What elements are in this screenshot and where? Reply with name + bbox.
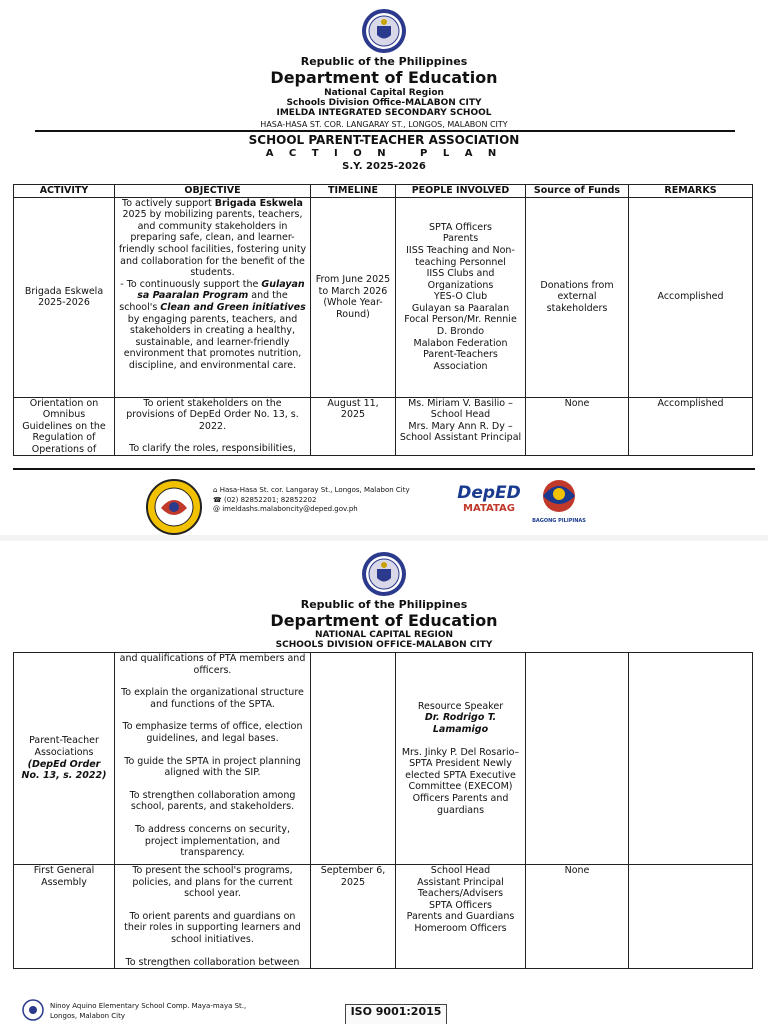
division-label: Schools Division Office-MALABON CITY: [286, 98, 482, 108]
footer-address-line2: Longos, Malabon City: [50, 1011, 125, 1020]
people-cell: School Head Assistant Principal Teachers/Advisers SPTA Officers Parents and Guardians Homeroom Officers: [396, 865, 526, 969]
header-objective: OBJECTIVE: [115, 185, 311, 198]
timeline-cell: August 11, 2025: [311, 397, 396, 455]
bagong-pilipinas-logo: BAGONG PILIPINAS: [528, 478, 590, 524]
deped-seal-icon: [361, 551, 407, 597]
republic-label: Republic of the Philippines: [300, 55, 468, 68]
timeline-cell: [311, 653, 396, 865]
table-row: [14, 397, 753, 455]
activity-cell: Orientation on Omnibus Guidelines on the Regulation of Operations of: [14, 397, 115, 455]
footer-address: Hasa-Hasa St. cor. Langaray St., Longos, Malabon City: [219, 486, 410, 494]
timeline-cell: September 6, 2025: [311, 865, 396, 969]
republic-label: Republic of the Philippines: [300, 598, 468, 611]
page-two: [0, 541, 768, 1024]
iso-badge: ISO 9001:2015: [345, 1004, 447, 1024]
division-label: SCHOOLS DIVISION OFFICE-MALABON CITY: [275, 640, 493, 650]
remarks-cell: [629, 865, 753, 969]
activity-cell: First General Assembly: [14, 865, 115, 969]
footer-contact: [50, 1002, 246, 1021]
email-icon: @: [213, 505, 220, 513]
header-remarks: REMARKS: [629, 185, 753, 198]
footer-email: imeldashs.malaboncity@deped.gov.ph: [222, 505, 358, 513]
table-row: [14, 197, 753, 397]
school-logo-icon: [145, 478, 203, 535]
funds-cell: None: [526, 397, 629, 455]
activity-cell: Brigada Eskwela 2025-2026: [14, 197, 115, 397]
bagong-pilipinas-icon: [539, 478, 579, 514]
header-funds: Source of Funds: [526, 185, 629, 198]
remarks-cell: [629, 653, 753, 865]
people-cell: SPTA Officers Parents IISS Teaching and Non-teaching Personnel IISS Clubs and Organizations YES-O Club Gulayan sa Paaralan Focal Person/Mr. Rennie D. Brondo Malabon Federation Parent-Teachers Association: [396, 197, 526, 397]
objective-cell: To orient stakeholders on the provisions of DepEd Order No. 13, s. 2022. To clarify the roles, responsibilities,: [115, 397, 311, 455]
people-cell: Resource Speaker Dr. Rodrigo T. Lamamigo Mrs. Jinky P. Del Rosario–SPTA President Newly elected SPTA Executive Committee (EXECOM) Officers Parents and guardians: [396, 653, 526, 865]
table-row: [14, 865, 753, 969]
deped-seal-icon: [361, 8, 407, 54]
objective-cell: and qualifications of PTA members and officers. To explain the organizational structure and functions of the SPTA. To emphasize terms of office, election guidelines, and legal bases. To guide the SPTA in project planning aligned with the SIP. To strengthen collaboration among school, parents, and stakeholders. To address concerns on security, project implementation, and transparency.: [115, 653, 311, 865]
footer-address-line1: Ninoy Aquino Elementary School Comp. Maya-maya St.,: [50, 1002, 247, 1010]
deped-matatag-logo: DepED MATATAG: [457, 483, 521, 514]
school-year: S.Y. 2025-2026: [342, 161, 426, 172]
action-plan-title: A C T I O N P L A N: [265, 148, 503, 159]
phone-icon: ☎: [213, 495, 222, 504]
school-name: IMELDA INTEGRATED SECONDARY SCHOOL: [276, 108, 492, 118]
objective-cell: To present the school's programs, policies, and plans for the current school year. To orient parents and guardians on their roles in supporting learners and school initiatives. To strengthen collaboration between: [115, 865, 311, 969]
association-title: SCHOOL PARENT-TEACHER ASSOCIATION: [248, 133, 520, 147]
header-people: PEOPLE INVOLVED: [396, 185, 526, 198]
department-title: Department of Education: [270, 68, 498, 87]
timeline-cell: From June 2025 to March 2026 (Whole Year-Round): [311, 197, 396, 397]
header-activity: ACTIVITY: [14, 185, 115, 198]
footer-contact: [213, 486, 410, 515]
division-logo-icon: [22, 996, 44, 1024]
action-plan-table-continued: [13, 652, 753, 969]
objective-cell: To actively support Brigada Eskwela 2025 by mobilizing parents, teachers, and community stakeholders in preparing safe, clean, and learner-friendly school facilities, fostering unity and collaboration for the benefit of the students. - To continuously support the Gulayan sa Paaralan Program and the school's Clean and Green initiatives by engaging parents, teachers, and stakeholders in creating a healthy, sustainable, and learner-friendly environment that promotes nutrition, discipline, and environmental care.: [115, 197, 311, 397]
activity-cell: Parent-Teacher Associations (DepEd Order No. 13, s. 2022): [14, 653, 115, 865]
header-timeline: TIMELINE: [311, 185, 396, 198]
funds-cell: None: [526, 865, 629, 969]
header-divider: [35, 130, 735, 132]
footer-phone: (02) 82852201; 82852202: [223, 495, 317, 504]
remarks-cell: Accomplished: [629, 197, 753, 397]
action-plan-table: [13, 184, 753, 456]
location-icon: ⌂: [213, 486, 218, 494]
department-title: Department of Education: [270, 611, 498, 630]
people-cell: Ms. Miriam V. Basilio – School Head Mrs. Mary Ann R. Dy – School Assistant Principal: [396, 397, 526, 455]
region-label: National Capital Region: [324, 88, 444, 98]
table-row: [14, 653, 753, 865]
region-label: NATIONAL CAPITAL REGION: [314, 630, 454, 640]
footer-divider: [13, 468, 755, 470]
school-address: HASA-HASA ST. COR. LANGARAY ST., LONGOS, MALABON CITY: [260, 120, 508, 129]
funds-cell: [526, 653, 629, 865]
remarks-cell: Accomplished: [629, 397, 753, 455]
table-header-row: [14, 185, 753, 198]
funds-cell: Donations from external stakeholders: [526, 197, 629, 397]
